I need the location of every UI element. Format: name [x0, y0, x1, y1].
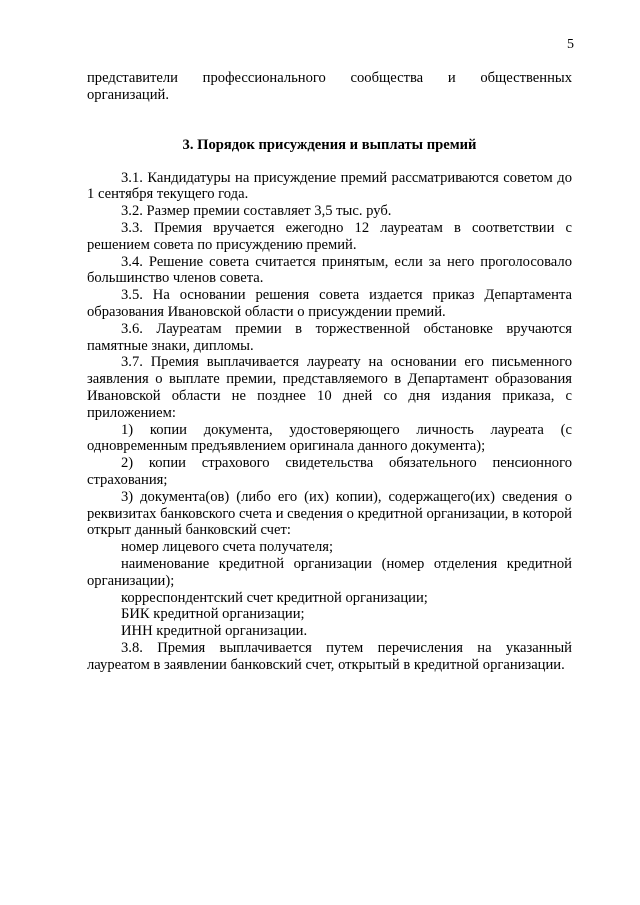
- paragraph-3-8: 3.8. Премия выплачивается путем перечисления на указанный лауреатом в заявлении банковский счет, открытый в кредитной организации.: [87, 639, 572, 673]
- document-body: [87, 70, 572, 674]
- requisite-inn: ИНН кредитной организации.: [121, 623, 308, 640]
- requisite-bik: БИК кредитной организации;: [121, 606, 305, 623]
- list-item-2: 2) копии страхового свидетельства обязательного пенсионного страхования;: [87, 455, 572, 488]
- requisite-correspondent-account: корреспондентский счет кредитной организации;: [121, 589, 428, 606]
- continuation-paragraph: представители профессионального сообщества и общественных организаций.: [87, 70, 572, 103]
- paragraph-3-7: 3.7. Премия выплачивается лауреату на основании его письменного заявления о выплате премии, представляемого в Департамент образования Ивановской области не позднее 10 дней со дня издания приказа, с приложением:: [87, 354, 572, 421]
- paragraph-3-1: 3.1. Кандидатуры на присуждение премий рассматриваются советом до 1 сентября текущего года.: [87, 169, 572, 203]
- requisite-account-number: номер лицевого счета получателя;: [121, 539, 334, 556]
- paragraph-3-4: 3.4. Решение совета считается принятым, если за него проголосовало большинство членов совета.: [87, 253, 572, 287]
- paragraph-3-2: 3.2. Размер премии составляет 3,5 тыс. руб.: [121, 203, 392, 220]
- section-heading: 3. Порядок присуждения и выплаты премий: [182, 136, 477, 153]
- paragraph-3-3: 3.3. Премия вручается ежегодно 12 лауреатам в соответствии с решением совета по присуждению премий.: [87, 219, 572, 253]
- requisite-bank-name: наименование кредитной организации (номер отделения кредитной организации);: [87, 555, 572, 589]
- paragraph-3-5: 3.5. На основании решения совета издается приказ Департамента образования Ивановской области о присуждении премий.: [87, 287, 572, 320]
- list-item-1: 1) копии документа, удостоверяющего личность лауреата (с одновременным предъявлением оригинала данного документа);: [87, 421, 572, 455]
- page-number: 5: [567, 37, 574, 52]
- list-item-3: 3) документа(ов) (либо его (их) копии), содержащего(их) сведения о реквизитах банковского счета и сведения о кредитной организации, в которой открыт данный банковский счет:: [87, 488, 572, 539]
- paragraph-3-6: 3.6. Лауреатам премии в торжественной обстановке вручаются памятные знаки, дипломы.: [87, 320, 572, 354]
